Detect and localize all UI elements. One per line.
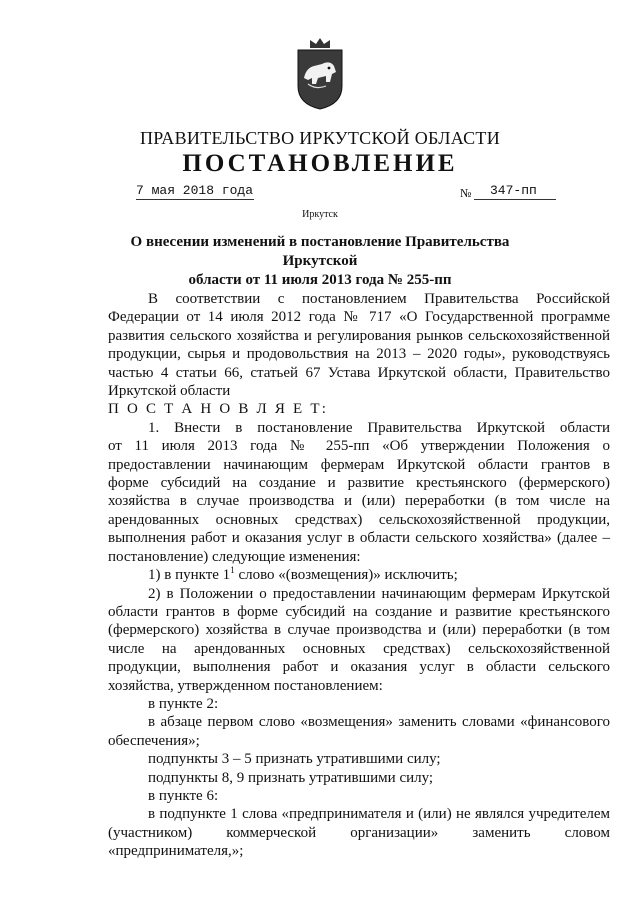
text-line: арендованных основных средствах) сельскохозяйственной продукции,	[108, 511, 610, 528]
text-line: выполнения работ и оказания услуг в области сельского хозяйства» (далее –	[108, 530, 610, 547]
text-line: Федерации от 14 июля 2012 года № 717 «О Государственной программе	[108, 309, 610, 326]
text-line: постановление) следующие изменения:	[108, 548, 361, 565]
text-line: В соответствии с постановлением Правительства Российской	[148, 291, 610, 307]
list-item	[108, 566, 610, 584]
document-title	[110, 233, 530, 290]
document-type: ПОСТАНОВЛЕНИЕ	[182, 150, 458, 177]
resolves-heading: П О С Т А Н О В Л Я Е Т:	[108, 401, 329, 418]
text-line: хозяйства, утвержденном постановлением:	[108, 677, 383, 694]
city-name: Иркутск	[302, 209, 338, 220]
text-line: (участником) коммерческой организации» заменить словом	[108, 824, 610, 841]
text-line: в пункте 6:	[148, 787, 219, 804]
government-name: ПРАВИТЕЛЬСТВО ИРКУТСКОЙ ОБЛАСТИ	[139, 128, 501, 148]
document-body	[108, 290, 610, 861]
text-line: обеспечения»;	[108, 732, 200, 749]
text-line: подпункты 3 – 5 признать утратившими силу;	[148, 751, 441, 768]
text-line: от 11 июля 2013 года № 255-пп «Об утверждении Положения о	[108, 438, 610, 455]
text-line: 2) в Положении о предоставлении начинающим фермерам Иркутской	[148, 585, 610, 602]
text-line: подпункты 8, 9 признать утратившими силу;	[148, 769, 434, 786]
document-date: 7 мая 2018 года	[136, 183, 254, 198]
number-sign: №	[460, 186, 472, 200]
text-fragment: слово «(возмещения)» исключить;	[234, 567, 458, 584]
text-line: частью 4 статьи 66, статьей 67 Устава Иркутской области, Правительство	[108, 364, 610, 381]
text-line: в абзаце первом слово «возмещения» заменить словами «финансового	[148, 714, 610, 731]
text-line: Иркутской области	[108, 383, 231, 400]
text-line: предоставлении начинающим фермерам Иркутской области грантов в	[108, 456, 610, 473]
text-line: форме субсидий на создание и развитие крестьянского (фермерского)	[108, 475, 610, 492]
document-number: 347-пп	[474, 183, 556, 200]
text-line: хозяйства в случае производства и (или) переработки (в том числе на	[108, 493, 610, 510]
text-line: в пункте 2:	[148, 695, 219, 712]
text-line: в подпункте 1 слова «предпринимателя и (или) не являлся учредителем	[148, 806, 610, 823]
text-line: 1. Внести в постановление Правительства Иркутской области	[148, 419, 610, 436]
coat-of-arms-icon	[296, 38, 344, 110]
title-line: области от 11 июля 2013 года № 255-пп	[188, 272, 452, 288]
text-line: развития сельского хозяйства и регулирования рынков сельскохозяйственной	[108, 327, 610, 344]
text-line: числе на арендованных основных средствах) сельскохозяйственной	[108, 640, 610, 657]
superscript: 1	[230, 565, 235, 576]
text-fragment: 1) в пункте 1	[148, 567, 231, 584]
title-line: О внесении изменений в постановление Правительства Иркутской	[130, 234, 510, 269]
text-line: «предпринимателя,»;	[108, 843, 244, 860]
text-line: продукции, сырья и продовольствия на 2013 – 2020 годы», руководствуясь	[108, 346, 610, 363]
text-line: области грантов в форме субсидий на создание и развитие крестьянского	[108, 603, 610, 620]
text-line: продукции, выполнения работ и оказания услуг в области сельского	[108, 659, 610, 676]
text-line: (фермерского) хозяйства в случае производства и (или) переработки (в том	[108, 622, 610, 639]
